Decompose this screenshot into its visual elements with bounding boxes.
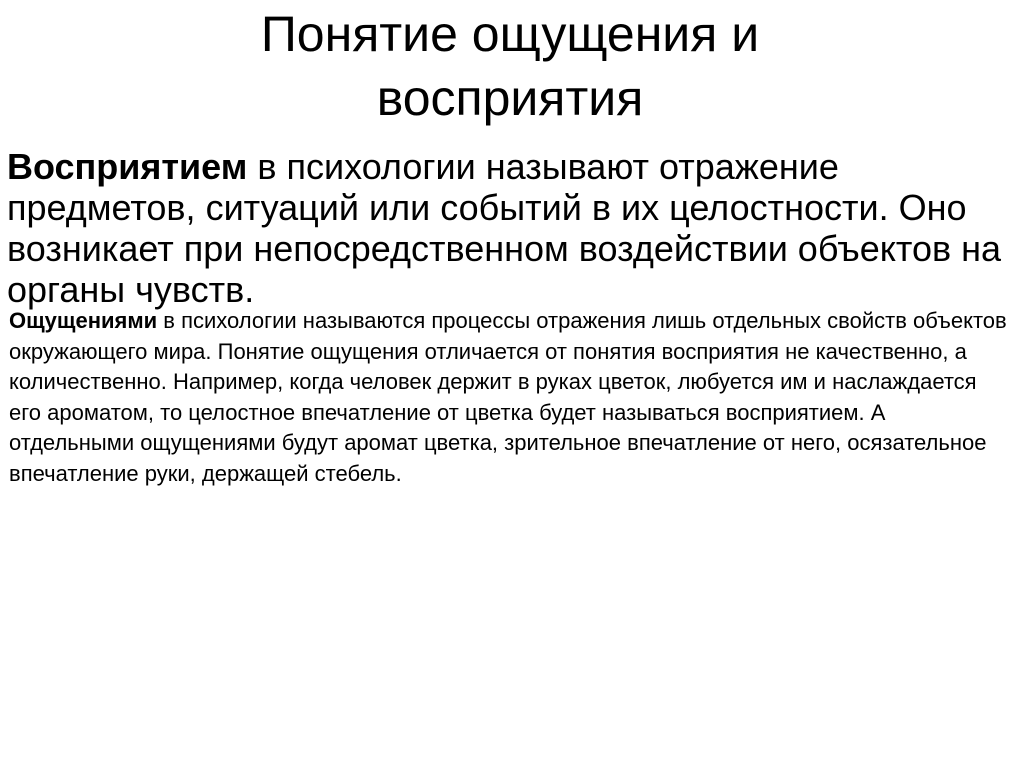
sensation-definition [9, 306, 1014, 489]
sensation-text: в психологии называются процессы отражения лишь отдельных свойств объектов окружающего мира. Понятие ощущения отличается от понятия восприятия не качественно, а количественно. Например, когда человек держит в руках цветок, любуется им и наслаждается его ароматом, то целостное впечатление от цветка будет называться восприятием. А отдельными ощущениями будут аромат цветка, зрительное впечатление от него, осязательное впечатление руки, держащей стебель. [9, 308, 1007, 486]
sensation-term: Ощущениями [9, 308, 158, 333]
slide-title: Понятие ощущения и восприятия [260, 6, 760, 126]
perception-term: Восприятием [7, 146, 248, 187]
perception-definition [7, 146, 1017, 310]
perception-text: в психологии называют отражение предметов, ситуаций или событий в их целостности. Оно возникает при непосредственном воздействии объектов на органы чувств. [7, 146, 1002, 310]
